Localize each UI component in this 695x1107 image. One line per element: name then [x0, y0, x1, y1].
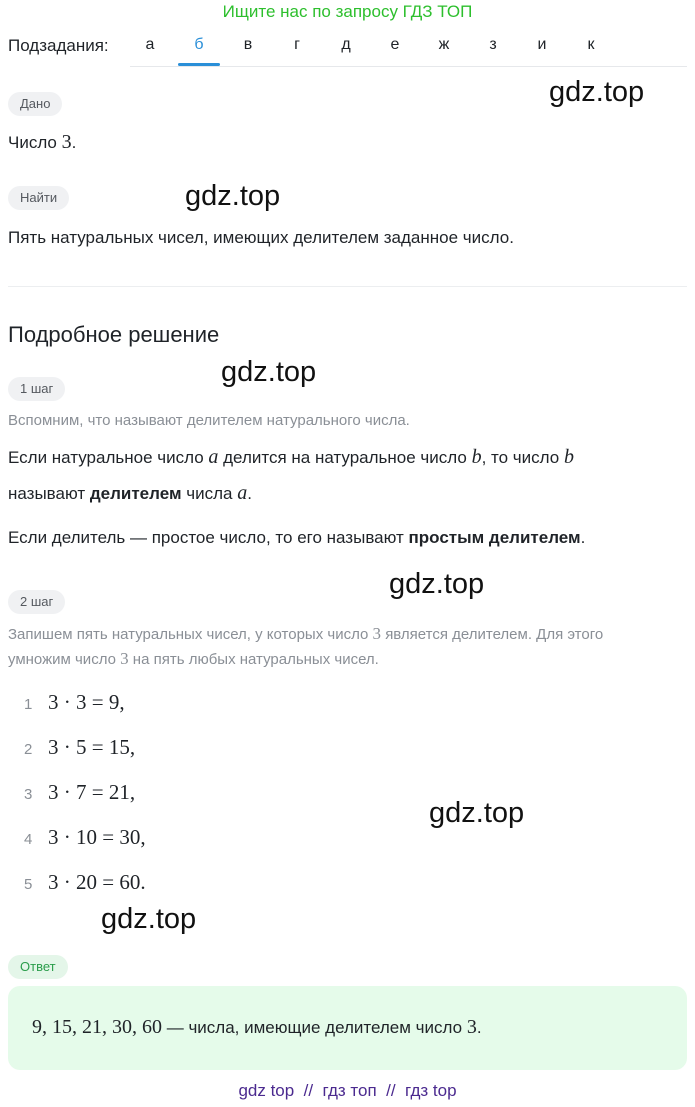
equation-index: 1 — [24, 696, 33, 713]
watermark: gdz.top — [101, 903, 197, 935]
subtask-tabs — [130, 30, 687, 67]
step2-chip: 2 шаг — [8, 590, 65, 614]
answer-chip: Ответ — [8, 955, 68, 979]
watermark: gdz.top — [429, 797, 525, 829]
answer-text: 9, 15, 21, 30, 60 — числа, имеющие делителем число 3. — [32, 1016, 482, 1038]
section-divider — [8, 286, 687, 287]
promo-banner[interactable]: Ищите нас по запросу ГДЗ ТОП — [222, 2, 473, 21]
equation-expression: 3 · 3 = 9, — [48, 690, 125, 714]
tab-v[interactable]: в — [243, 36, 253, 53]
equation-index: 5 — [24, 876, 33, 893]
tab-d[interactable]: д — [341, 36, 351, 53]
step1-line1: Если натуральное число a делится на натуральное число b, то число b — [8, 446, 574, 468]
step1-hint: Вспомним, что называют делителем натурального числа. — [8, 412, 410, 429]
equation-expression: 3 · 7 = 21, — [48, 780, 136, 804]
tab-b[interactable]: б — [194, 36, 204, 53]
tab-a[interactable]: а — [145, 36, 155, 53]
answer-box — [8, 986, 687, 1070]
step1-line3: Если делитель — простое число, то его называют простым делителем. — [8, 528, 586, 547]
solution-title: Подробное решение — [8, 322, 220, 347]
tab-g[interactable]: г — [294, 36, 300, 53]
tab-i[interactable]: и — [537, 36, 547, 53]
find-text: Пять натуральных чисел, имеющих делителем заданное число. — [8, 228, 514, 247]
equation-index: 2 — [24, 741, 33, 758]
active-tab-indicator — [178, 63, 220, 66]
given-text: Число 3. — [8, 131, 77, 153]
footer-links[interactable]: gdz top // гдз топ // гдз top — [238, 1081, 457, 1100]
given-chip: Дано — [8, 92, 62, 116]
subtasks-nav — [8, 30, 687, 66]
watermark: gdz.top — [185, 180, 281, 212]
equation-expression: 3 · 5 = 15, — [48, 735, 136, 759]
tab-k[interactable]: к — [587, 36, 595, 53]
tab-e[interactable]: е — [390, 36, 400, 53]
step1-chip: 1 шаг — [8, 377, 65, 401]
find-chip: Найти — [8, 186, 69, 210]
watermark: gdz.top — [389, 568, 485, 600]
equation-index: 4 — [24, 831, 33, 848]
watermark: gdz.top — [549, 76, 645, 108]
tab-zh[interactable]: ж — [438, 36, 450, 53]
tab-z[interactable]: з — [489, 36, 497, 53]
subtasks-label: Подзадания: — [8, 36, 109, 55]
equation-index: 3 — [24, 786, 33, 803]
equation-expression: 3 · 20 = 60. — [48, 870, 146, 894]
equation-expression: 3 · 10 = 30, — [48, 825, 146, 849]
step1-line2: называют делителем числа a. — [8, 482, 252, 504]
watermark: gdz.top — [221, 356, 317, 388]
step2-hint: Запишем пять натуральных чисел, у которых число 3 является делителем. Для этого умножим число 3 на пять любых натуральных чисел. — [8, 624, 604, 668]
